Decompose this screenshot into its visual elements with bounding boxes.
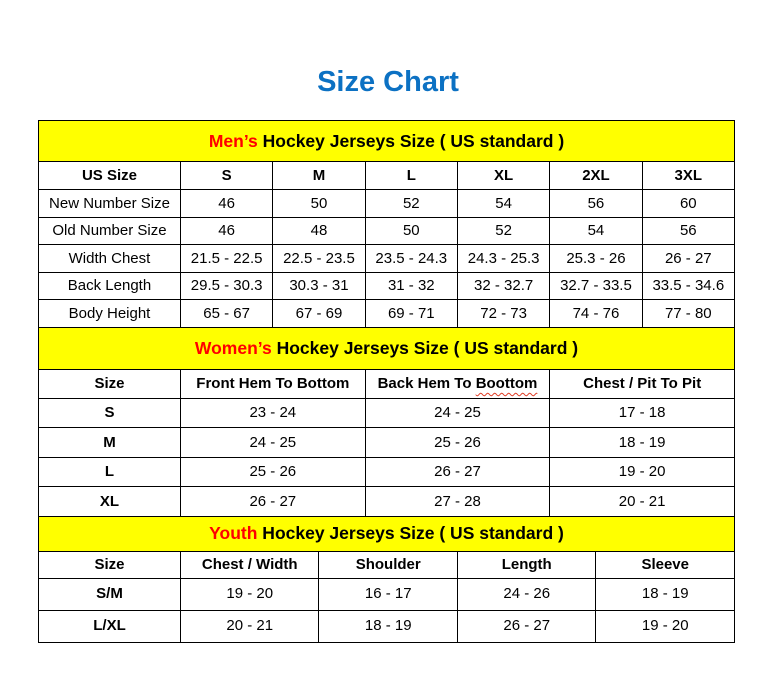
cell: 52 <box>457 217 549 245</box>
row-label: Back Length <box>39 272 181 300</box>
cell: 24 - 26 <box>457 578 596 610</box>
banner-text: Hockey Jerseys Size ( US standard ) <box>257 130 565 151</box>
cell: 19 - 20 <box>596 610 735 642</box>
cell: 56 <box>642 217 734 245</box>
cell: 20 - 21 <box>180 610 319 642</box>
column-header: S <box>180 162 272 190</box>
cell: 26 - 27 <box>180 487 365 517</box>
cell: 25.3 - 26 <box>550 245 642 273</box>
cell: 46 <box>180 217 272 245</box>
banner-highlight: Women’s <box>194 337 272 358</box>
row-label: Body Height <box>39 300 181 328</box>
mens-banner-row <box>39 121 735 162</box>
header-row <box>39 369 735 398</box>
cell: 54 <box>550 217 642 245</box>
mens-banner <box>39 121 735 162</box>
cell: 74 - 76 <box>550 300 642 328</box>
cell: 60 <box>642 190 734 218</box>
cell: 27 - 28 <box>365 487 550 517</box>
table-row <box>39 578 735 610</box>
column-header: XL <box>457 162 549 190</box>
size-chart-tables <box>38 120 735 643</box>
row-label: M <box>39 428 181 458</box>
table-row <box>39 190 735 218</box>
row-label: Width Chest <box>39 245 181 273</box>
row-label: XL <box>39 487 181 517</box>
table-row <box>39 457 735 487</box>
column-header: L <box>365 162 457 190</box>
womens-size-table <box>38 327 735 517</box>
row-label: L <box>39 457 181 487</box>
header-row <box>39 162 735 190</box>
cell: 72 - 73 <box>457 300 549 328</box>
banner-highlight: Men’s <box>208 130 258 151</box>
youth-banner-row <box>39 516 735 551</box>
row-label: S <box>39 398 181 428</box>
column-header: US Size <box>39 162 181 190</box>
table-row <box>39 610 735 642</box>
column-header: Length <box>457 551 596 578</box>
cell: 31 - 32 <box>365 272 457 300</box>
table-row <box>39 272 735 300</box>
cell: 19 - 20 <box>180 578 319 610</box>
cell: 25 - 26 <box>365 428 550 458</box>
cell: 46 <box>180 190 272 218</box>
cell: 30.3 - 31 <box>273 272 365 300</box>
table-row <box>39 217 735 245</box>
row-label: L/XL <box>39 610 181 642</box>
mens-size-table <box>38 120 735 328</box>
table-row <box>39 300 735 328</box>
cell: 69 - 71 <box>365 300 457 328</box>
cell: 17 - 18 <box>550 398 735 428</box>
cell: 19 - 20 <box>550 457 735 487</box>
cell: 54 <box>457 190 549 218</box>
cell: 67 - 69 <box>273 300 365 328</box>
cell: 18 - 19 <box>596 578 735 610</box>
cell: 32.7 - 33.5 <box>550 272 642 300</box>
cell: 22.5 - 23.5 <box>273 245 365 273</box>
row-label: Old Number Size <box>39 217 181 245</box>
cell: 26 - 27 <box>642 245 734 273</box>
banner-text: Hockey Jerseys Size ( US standard ) <box>257 523 564 544</box>
column-header: Chest / Width <box>180 551 319 578</box>
cell: 32 - 32.7 <box>457 272 549 300</box>
cell: 23.5 - 24.3 <box>365 245 457 273</box>
column-header: Front Hem To Bottom <box>180 369 365 398</box>
cell: 18 - 19 <box>550 428 735 458</box>
row-label: S/M <box>39 578 181 610</box>
banner-text: Hockey Jerseys Size ( US standard ) <box>271 337 579 358</box>
table-row <box>39 398 735 428</box>
column-header: 3XL <box>642 162 734 190</box>
misspelled-word: Boottom <box>475 374 538 392</box>
cell: 18 - 19 <box>319 610 458 642</box>
cell: 65 - 67 <box>180 300 272 328</box>
column-header: Back Hem To Boottom <box>365 369 550 398</box>
column-header: Chest / Pit To Pit <box>550 369 735 398</box>
cell: 26 - 27 <box>365 457 550 487</box>
table-row <box>39 428 735 458</box>
column-header: 2XL <box>550 162 642 190</box>
cell: 23 - 24 <box>180 398 365 428</box>
cell: 21.5 - 22.5 <box>180 245 272 273</box>
cell: 24.3 - 25.3 <box>457 245 549 273</box>
cell: 56 <box>550 190 642 218</box>
womens-banner-row <box>39 327 735 369</box>
header-row <box>39 551 735 578</box>
banner-highlight: Youth <box>209 523 258 544</box>
column-header: Sleeve <box>596 551 735 578</box>
cell: 24 - 25 <box>365 398 550 428</box>
column-header: M <box>273 162 365 190</box>
cell: 77 - 80 <box>642 300 734 328</box>
cell: 24 - 25 <box>180 428 365 458</box>
cell: 52 <box>365 190 457 218</box>
cell: 20 - 21 <box>550 487 735 517</box>
column-header: Size <box>39 551 181 578</box>
page-title: Size Chart <box>317 66 459 98</box>
column-header: Size <box>39 369 181 398</box>
youth-size-table <box>38 516 735 643</box>
cell: 50 <box>273 190 365 218</box>
cell: 50 <box>365 217 457 245</box>
womens-banner <box>39 327 735 369</box>
cell: 33.5 - 34.6 <box>642 272 734 300</box>
cell: 16 - 17 <box>319 578 458 610</box>
cell: 26 - 27 <box>457 610 596 642</box>
table-row <box>39 487 735 517</box>
row-label: New Number Size <box>39 190 181 218</box>
youth-banner <box>39 516 735 551</box>
cell: 48 <box>273 217 365 245</box>
cell: 29.5 - 30.3 <box>180 272 272 300</box>
table-row <box>39 245 735 273</box>
cell: 25 - 26 <box>180 457 365 487</box>
column-header: Shoulder <box>319 551 458 578</box>
